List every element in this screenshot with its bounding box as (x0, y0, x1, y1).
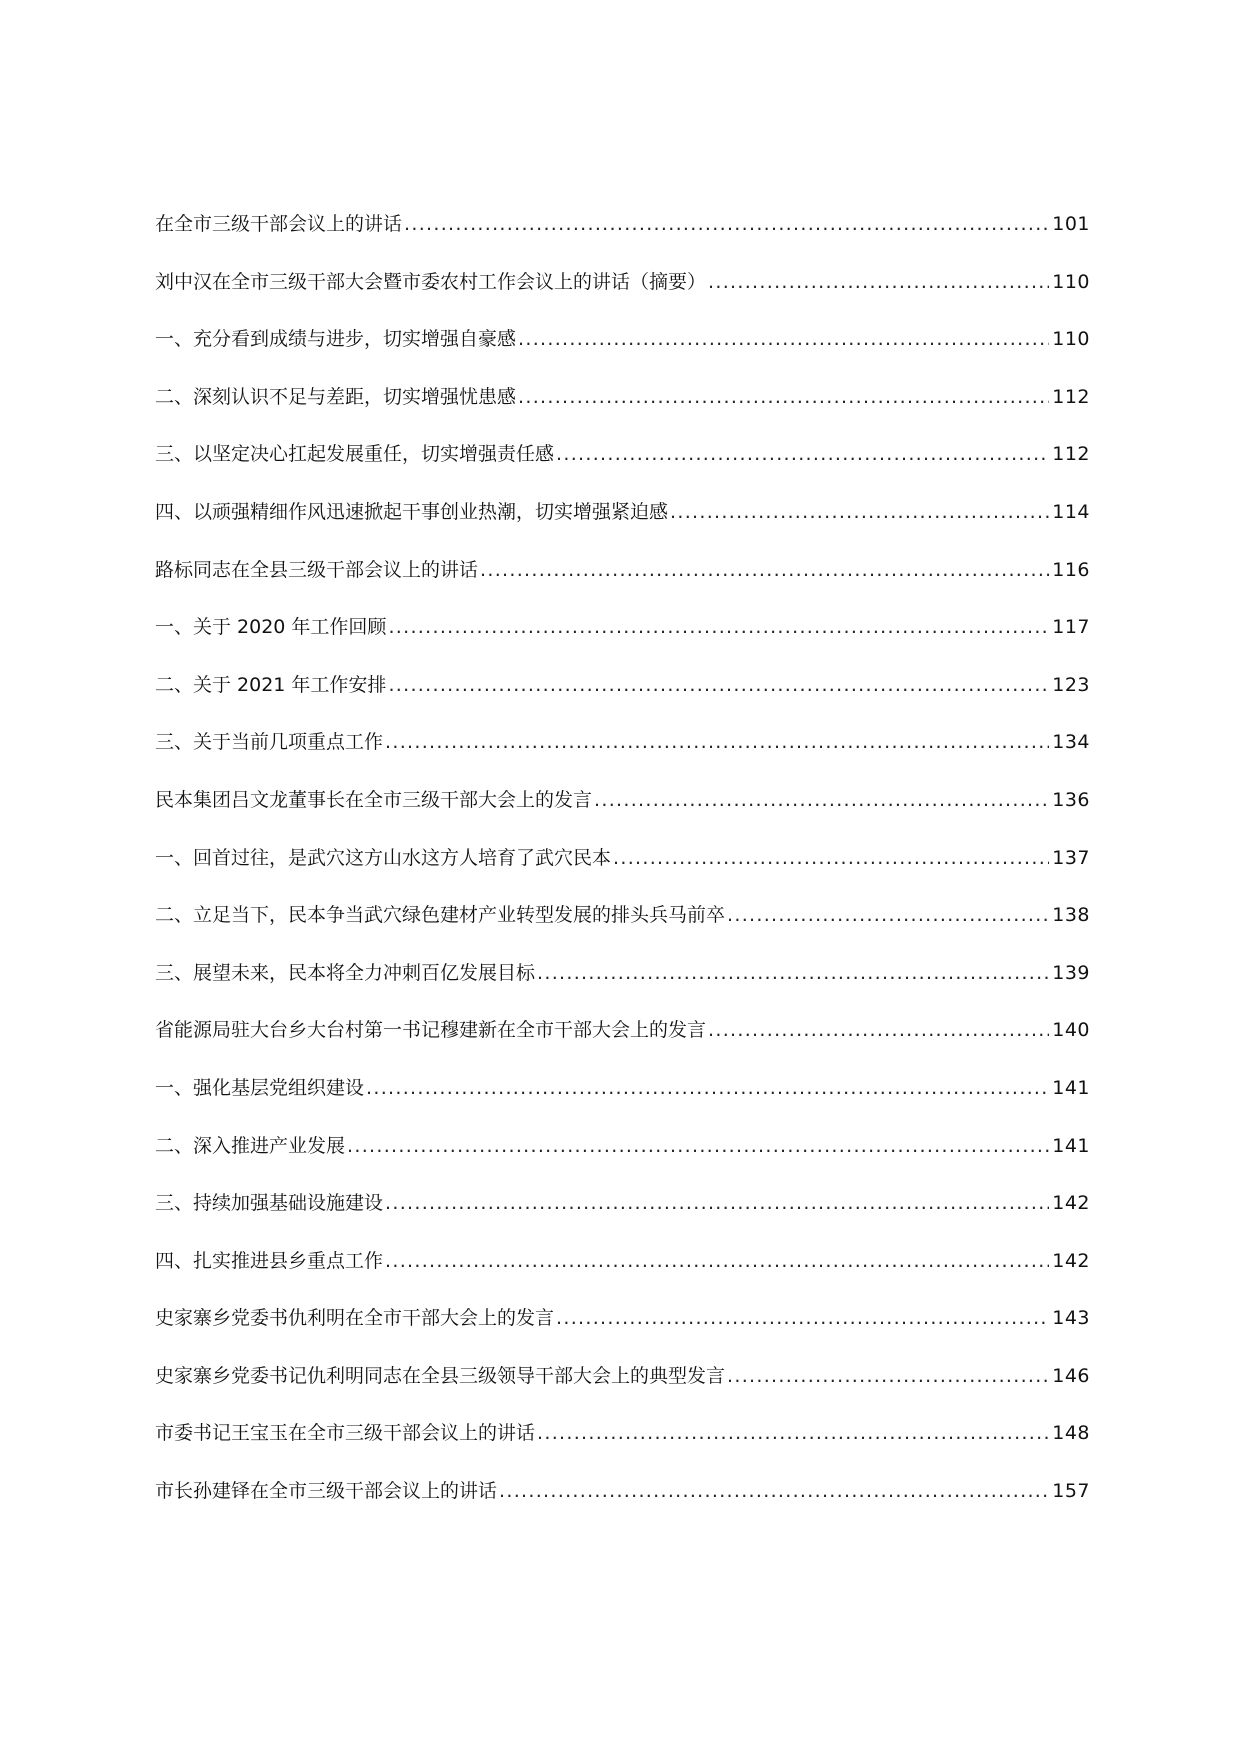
toc-entry-page: 139 (1052, 961, 1090, 984)
toc-entry-title: 三、关于当前几项重点工作 (155, 731, 384, 754)
toc-entry[interactable] (155, 615, 1090, 673)
toc-entry-page: 136 (1052, 788, 1090, 811)
toc-entry[interactable] (155, 212, 1090, 270)
dot-leader (385, 1249, 1049, 1273)
toc-entry-title: 三、持续加强基础设施建设 (155, 1192, 384, 1215)
toc-entry-page: 116 (1052, 558, 1090, 581)
toc-entry-title: 四、以顽强精细作风迅速掀起干事创业热潮，切实增强紧迫感 (155, 500, 669, 523)
toc-entry-page: 123 (1052, 673, 1090, 696)
toc-entry-page: 142 (1052, 1249, 1090, 1272)
dot-leader (708, 270, 1049, 294)
toc-entry-title: 一、充分看到成绩与进步，切实增强自豪感 (155, 328, 517, 351)
dot-leader (518, 327, 1049, 351)
toc-entry[interactable] (155, 1249, 1090, 1307)
dot-leader (388, 615, 1049, 639)
toc-entry-page: 146 (1052, 1364, 1090, 1387)
dot-leader (385, 1191, 1049, 1215)
toc-entry-title: 二、立足当下，民本争当武穴绿色建材产业转型发展的排头兵马前卒 (155, 904, 726, 927)
toc-entry[interactable] (155, 903, 1090, 961)
dot-leader (727, 1364, 1049, 1388)
toc-entry-page: 110 (1052, 270, 1090, 293)
toc-entry[interactable] (155, 1134, 1090, 1192)
toc-entry-title: 史家寨乡党委书仇利明在全市干部大会上的发言 (155, 1307, 555, 1330)
toc-entry-page: 138 (1052, 904, 1090, 927)
toc-entry-title: 三、以坚定决心扛起发展重任，切实增强责任感 (155, 443, 555, 466)
toc-entry-page: 112 (1052, 385, 1090, 408)
toc-entry-page: 114 (1052, 500, 1090, 523)
toc-entry-page: 157 (1052, 1480, 1090, 1503)
toc-entry-page: 101 (1052, 213, 1090, 235)
toc-entry-page: 110 (1052, 328, 1090, 351)
dot-leader (499, 1479, 1049, 1503)
dot-leader (480, 558, 1049, 582)
toc-entry-title: 省能源局驻大台乡大台村第一书记穆建新在全市干部大会上的发言 (155, 1019, 707, 1042)
toc-entry-page: 117 (1052, 616, 1090, 639)
toc-entry-page: 141 (1052, 1076, 1090, 1099)
table-of-contents (155, 212, 1090, 1537)
toc-entry[interactable] (155, 1076, 1090, 1134)
toc-entry[interactable] (155, 270, 1090, 328)
toc-entry-title: 民本集团吕文龙董事长在全市三级干部大会上的发言 (155, 788, 593, 811)
dot-leader (366, 1076, 1049, 1100)
dot-leader (613, 846, 1049, 870)
toc-entry[interactable] (155, 1018, 1090, 1076)
toc-entry-page: 141 (1052, 1134, 1090, 1157)
dot-leader (388, 673, 1049, 697)
dot-leader (537, 1421, 1049, 1445)
toc-entry[interactable] (155, 385, 1090, 443)
dot-leader (537, 961, 1049, 985)
toc-entry-title: 市长孙建铎在全市三级干部会议上的讲话 (155, 1480, 498, 1503)
toc-entry-title: 在全市三级干部会议上的讲话 (155, 213, 403, 235)
toc-entry[interactable] (155, 558, 1090, 616)
toc-entry[interactable] (155, 730, 1090, 788)
dot-leader (556, 1306, 1049, 1330)
toc-entry-title: 路标同志在全县三级干部会议上的讲话 (155, 558, 479, 581)
dot-leader (670, 500, 1049, 524)
toc-entry-title: 市委书记王宝玉在全市三级干部会议上的讲话 (155, 1422, 536, 1445)
toc-entry-page: 112 (1052, 443, 1090, 466)
toc-entry-title: 一、强化基层党组织建设 (155, 1076, 365, 1099)
toc-entry-title: 二、深入推进产业发展 (155, 1134, 346, 1157)
toc-entry[interactable] (155, 442, 1090, 500)
dot-leader (727, 903, 1049, 927)
toc-entry-page: 143 (1052, 1307, 1090, 1330)
dot-leader (385, 730, 1049, 754)
toc-entry[interactable] (155, 1191, 1090, 1249)
toc-entry[interactable] (155, 1306, 1090, 1364)
toc-entry[interactable] (155, 1364, 1090, 1422)
toc-entry[interactable] (155, 846, 1090, 904)
toc-entry-title: 刘中汉在全市三级干部大会暨市委农村工作会议上的讲话（摘要） (155, 270, 707, 293)
toc-entry[interactable] (155, 327, 1090, 385)
dot-leader (594, 788, 1049, 812)
dot-leader (347, 1134, 1049, 1158)
toc-entry[interactable] (155, 1421, 1090, 1479)
toc-entry[interactable] (155, 673, 1090, 731)
dot-leader (518, 385, 1049, 409)
dot-leader (708, 1018, 1049, 1042)
toc-entry-title: 史家寨乡党委书记仇利明同志在全县三级领导干部大会上的典型发言 (155, 1364, 726, 1387)
toc-entry-page: 148 (1052, 1422, 1090, 1445)
toc-entry[interactable] (155, 961, 1090, 1019)
toc-entry-page: 137 (1052, 846, 1090, 869)
toc-entry-title: 二、深刻认识不足与差距，切实增强忧患感 (155, 385, 517, 408)
toc-entry-title: 一、关于 2020 年工作回顾 (155, 616, 387, 639)
dot-leader (404, 212, 1049, 236)
dot-leader (556, 442, 1049, 466)
toc-entry-title: 四、扎实推进县乡重点工作 (155, 1249, 384, 1272)
toc-entry-title: 三、展望未来，民本将全力冲刺百亿发展目标 (155, 961, 536, 984)
toc-entry-page: 140 (1052, 1019, 1090, 1042)
toc-entry[interactable] (155, 1479, 1090, 1537)
toc-entry-title: 二、关于 2021 年工作安排 (155, 673, 387, 696)
toc-entry-title: 一、回首过往，是武穴这方山水这方人培育了武穴民本 (155, 846, 612, 869)
toc-entry[interactable] (155, 788, 1090, 846)
toc-entry-page: 142 (1052, 1192, 1090, 1215)
toc-entry[interactable] (155, 500, 1090, 558)
toc-entry-page: 134 (1052, 731, 1090, 754)
